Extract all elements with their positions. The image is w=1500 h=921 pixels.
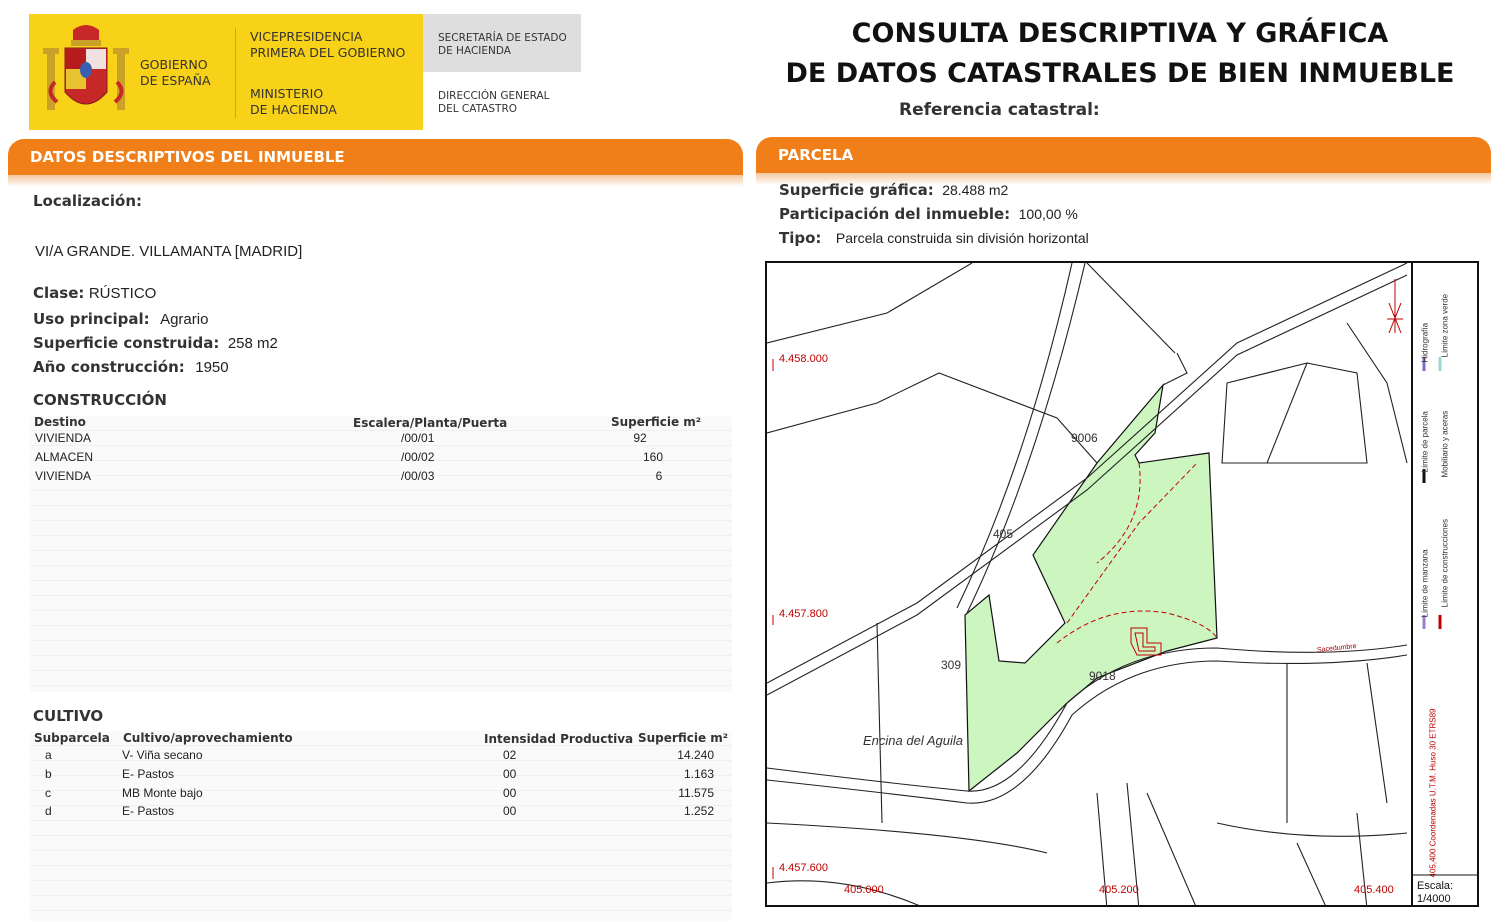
cell-sup: 14.240 bbox=[677, 748, 714, 762]
cell-sup: 6 bbox=[655, 469, 663, 483]
cell-sub: a bbox=[45, 748, 52, 762]
section-title: PARCELA bbox=[778, 146, 854, 164]
anio-value: 1950 bbox=[195, 359, 229, 376]
cell-cultivo: MB Monte bajo bbox=[122, 786, 203, 800]
parcel-label: 9018 bbox=[1089, 669, 1116, 683]
cell-sub: b bbox=[45, 767, 52, 781]
vicepresidencia-label: VICEPRESIDENCIA PRIMERA DEL GOBIERNO bbox=[250, 29, 406, 60]
header-fade bbox=[8, 175, 743, 187]
cell-sup: 1.252 bbox=[683, 804, 714, 818]
coord-x: 405.200 bbox=[1099, 884, 1139, 896]
cell-sup: 92 bbox=[633, 431, 647, 445]
cell-destino: VIVIENDA bbox=[35, 469, 92, 483]
col-escalera: Escalera/Planta/Puerta bbox=[353, 416, 508, 430]
localizacion-label: Localización: bbox=[33, 192, 143, 210]
parcel-label: 9006 bbox=[1071, 431, 1098, 445]
datos-descriptivos-header bbox=[8, 139, 743, 175]
cultivo-title: CULTIVO bbox=[33, 707, 104, 725]
participacion-label: Participación del inmueble: bbox=[779, 205, 1011, 223]
place-name: Encina del Aguila bbox=[863, 733, 963, 748]
parcel-polygon bbox=[965, 385, 1217, 791]
col-superficie-cultivo: Superficie m² bbox=[638, 731, 729, 745]
anio-label: Año construcción: bbox=[33, 358, 185, 376]
superficie-grafica-label: Superficie gráfica: bbox=[779, 181, 934, 199]
cell-intensidad: 00 bbox=[503, 767, 517, 781]
uso-value: Agrario bbox=[160, 311, 209, 328]
uso-label: Uso principal: bbox=[33, 310, 150, 328]
tipo-label: Tipo: bbox=[779, 229, 822, 247]
cadastral-map[interactable] bbox=[765, 261, 1479, 907]
crs-label: 405,400 Coordenadas U.T.M. Huso 30 ETRS89 bbox=[1428, 708, 1438, 878]
uso-row bbox=[33, 310, 208, 329]
superficie-label: Superficie construida: bbox=[33, 334, 220, 352]
cell-sub: d bbox=[45, 804, 52, 818]
clase-value: RÚSTICO bbox=[88, 285, 157, 302]
secretaria-label: SECRETARÍA DE ESTADO DE HACIENDA bbox=[438, 32, 567, 57]
cell-cultivo: E- Pastos bbox=[122, 767, 175, 781]
cell-cultivo: V- Viña secano bbox=[122, 748, 203, 762]
superficie-grafica-value: 28.488 m2 bbox=[942, 182, 1009, 198]
cell-destino: VIVIENDA bbox=[35, 431, 92, 445]
scale-value: 1/4000 bbox=[1417, 893, 1451, 905]
cell-epp: /00/01 bbox=[401, 431, 435, 445]
participacion-value: 100,00 % bbox=[1018, 206, 1078, 222]
coat-of-arms-icon bbox=[41, 22, 131, 122]
cell-intensidad: 00 bbox=[503, 786, 517, 800]
logo-divider bbox=[235, 28, 236, 118]
cell-epp: /00/02 bbox=[401, 450, 435, 464]
north-arrow-icon bbox=[1387, 279, 1403, 333]
gobierno-label: GOBIERNO DE ESPAÑA bbox=[140, 57, 211, 88]
cell-cultivo: E- Pastos bbox=[122, 804, 175, 818]
cell-sub: c bbox=[45, 786, 51, 800]
col-cultivo: Cultivo/aprovechamiento bbox=[123, 731, 293, 745]
coord-y: 4.457.800 bbox=[779, 608, 828, 620]
tipo-value: Parcela construida sin división horizontal bbox=[835, 230, 1089, 246]
localizacion-value: VI/A GRANDE. VILLAMANTA [MADRID] bbox=[35, 243, 303, 260]
legend-item: Límite zona verde bbox=[1440, 293, 1450, 358]
cell-intensidad: 02 bbox=[503, 748, 517, 762]
road-label: Sacedumbre bbox=[1316, 642, 1357, 655]
cell-sup: 160 bbox=[642, 450, 664, 464]
superficie-row bbox=[33, 334, 278, 353]
legend-item: Límite de parcela bbox=[1420, 411, 1430, 473]
coord-y: 4.457.600 bbox=[779, 862, 828, 874]
referencia-catastral-label: Referencia catastral: bbox=[899, 100, 1100, 120]
participacion-row bbox=[779, 205, 1078, 224]
parcel-label: 405 bbox=[993, 527, 1014, 541]
superficie-value: 258 m2 bbox=[227, 335, 278, 352]
construccion-title: CONSTRUCCIÓN bbox=[33, 391, 167, 409]
cell-intensidad: 00 bbox=[503, 804, 517, 818]
map-legend bbox=[1415, 263, 1479, 878]
clase-label: Clase: bbox=[33, 284, 85, 302]
government-logo-block bbox=[29, 14, 423, 130]
coord-y: 4.458.000 bbox=[779, 353, 828, 365]
parcel-label: 309 bbox=[941, 658, 962, 672]
legend-item: Hidrografía bbox=[1420, 322, 1430, 363]
superficie-grafica-row bbox=[779, 181, 1008, 200]
map-drawing bbox=[767, 263, 1479, 907]
ministerio-label: MINISTERIO DE HACIENDA bbox=[250, 86, 337, 117]
col-destino: Destino bbox=[34, 415, 86, 429]
col-superficie: Superficie m² bbox=[611, 415, 702, 429]
section-title: DATOS DESCRIPTIVOS DEL INMUEBLE bbox=[30, 148, 345, 166]
coord-x: 405.000 bbox=[844, 884, 884, 896]
scale-label: Escala: bbox=[1417, 880, 1454, 892]
cell-destino: ALMACEN bbox=[35, 450, 94, 464]
parcela-header bbox=[756, 137, 1491, 173]
cell-sup: 11.575 bbox=[678, 786, 714, 800]
legend-item: Límite de construcciones bbox=[1440, 519, 1450, 608]
cell-sup: 1.163 bbox=[683, 767, 714, 781]
coord-x: 405.400 bbox=[1354, 884, 1394, 896]
tipo-row bbox=[779, 229, 1089, 248]
page-title: CONSULTA DESCRIPTIVA Y GRÁFICA DE DATOS CATASTRALES DE BIEN INMUEBLE bbox=[785, 18, 1455, 89]
col-intensidad: Intensidad Productiva bbox=[484, 732, 634, 746]
anio-row bbox=[33, 358, 229, 377]
legend-item: Mobiliario y aceras bbox=[1440, 410, 1450, 478]
legend-item: Límite de manzana bbox=[1420, 549, 1430, 618]
clase-row bbox=[33, 284, 156, 303]
cell-epp: /00/03 bbox=[401, 469, 435, 483]
col-subparcela: Subparcela bbox=[34, 731, 110, 745]
direccion-label: DIRECCIÓN GENERAL DEL CATASTRO bbox=[438, 90, 550, 115]
